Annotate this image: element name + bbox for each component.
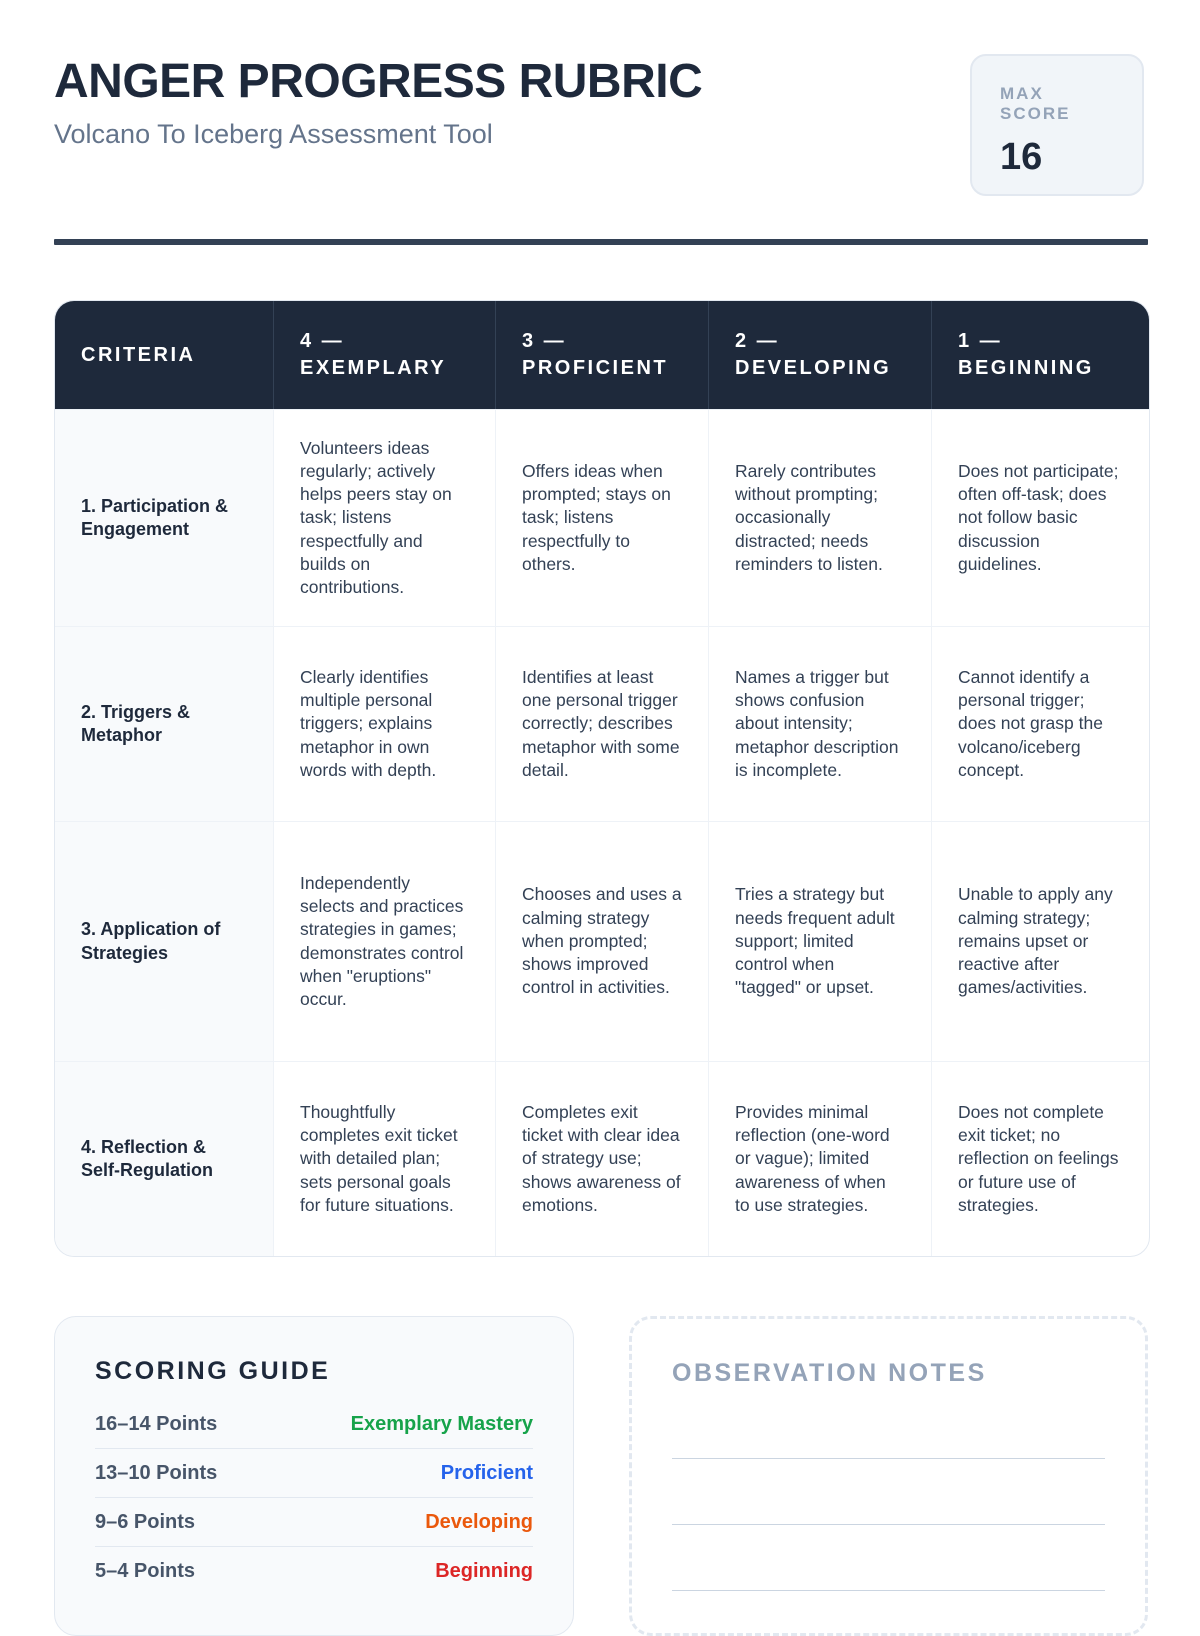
level-2-description: Provides minimal reflection (one-word or vague); limited awareness of when to use strategies. [708, 1062, 931, 1256]
column-header-criteria: CRITERIA [81, 343, 196, 366]
scoring-guide-card [54, 1316, 574, 1636]
level-1-description: Does not participate; often off-task; does not follow basic discussion guidelines. [931, 410, 1149, 626]
column-header-beginning: 1 — BEGINNING [931, 301, 1149, 409]
rubric-table [54, 300, 1150, 1257]
page-title: ANGER PROGRESS RUBRIC [54, 55, 703, 108]
note-line [672, 1524, 1105, 1525]
max-score-value: 16 [1000, 136, 1043, 178]
max-score-label: MAX SCORE [1000, 84, 1071, 123]
score-level: Beginning [435, 1559, 533, 1582]
table-header-row [55, 301, 1149, 409]
table-row [55, 1061, 1149, 1256]
observation-notes-card [629, 1316, 1148, 1636]
score-range: 13–10 Points [95, 1461, 218, 1484]
level-3-description: Offers ideas when prompted; stays on task; listens respectfully to others. [495, 410, 708, 626]
header-divider [54, 239, 1148, 245]
level-4-description: Independently selects and practices strategies in games; demonstrates control when "eruptions" occur. [273, 822, 495, 1061]
level-2-description: Names a trigger but shows confusion about intensity; metaphor description is incomplete. [708, 627, 931, 821]
criteria-label: 4. Reflection & Self-Regulation [55, 1062, 273, 1256]
level-4-description: Volunteers ideas regularly; actively helps peers stay on task; listens respectfully and builds on contributions. [273, 410, 495, 626]
table-row [55, 409, 1149, 626]
scoring-guide-row [95, 1498, 533, 1547]
criteria-label: 1. Participation & Engagement [55, 410, 273, 626]
max-score-card [970, 54, 1144, 196]
note-line [672, 1590, 1105, 1591]
note-line [672, 1458, 1105, 1459]
scoring-guide-title: SCORING GUIDE [95, 1357, 331, 1385]
column-header-developing: 2 — DEVELOPING [708, 301, 931, 409]
level-1-description: Cannot identify a personal trigger; does not grasp the volcano/iceberg concept. [931, 627, 1149, 821]
score-level: Developing [425, 1510, 533, 1533]
table-row [55, 821, 1149, 1061]
level-2-description: Rarely contributes without prompting; occasionally distracted; needs reminders to listen. [708, 410, 931, 626]
level-3-description: Completes exit ticket with clear idea of strategy use; shows awareness of emotions. [495, 1062, 708, 1256]
scoring-guide-row [95, 1449, 533, 1498]
score-level: Proficient [440, 1461, 533, 1484]
level-3-description: Chooses and uses a calming strategy when prompted; shows improved control in activities. [495, 822, 708, 1061]
score-range: 16–14 Points [95, 1412, 218, 1435]
observation-notes-title: OBSERVATION NOTES [672, 1359, 987, 1387]
scoring-guide-row [95, 1547, 533, 1595]
column-header-proficient: 3 — PROFICIENT [495, 301, 708, 409]
criteria-label: 3. Application of Strategies [55, 822, 273, 1061]
level-2-description: Tries a strategy but needs frequent adult support; limited control when "tagged" or upset. [708, 822, 931, 1061]
column-header-exemplary: 4 — EXEMPLARY [273, 301, 495, 409]
score-level: Exemplary Mastery [350, 1412, 533, 1435]
page-subtitle: Volcano To Iceberg Assessment Tool [54, 119, 493, 149]
level-1-description: Does not complete exit ticket; no reflection on feelings or future use of strategies. [931, 1062, 1149, 1256]
level-1-description: Unable to apply any calming strategy; remains upset or reactive after games/activities. [931, 822, 1149, 1061]
scoring-guide-row [95, 1400, 533, 1449]
score-range: 5–4 Points [95, 1559, 196, 1582]
level-3-description: Identifies at least one personal trigger correctly; describes metaphor with some detail. [495, 627, 708, 821]
level-4-description: Clearly identifies multiple personal triggers; explains metaphor in own words with depth. [273, 627, 495, 821]
criteria-label: 2. Triggers & Metaphor [55, 627, 273, 821]
score-range: 9–6 Points [95, 1510, 196, 1533]
table-row [55, 626, 1149, 821]
level-4-description: Thoughtfully completes exit ticket with detailed plan; sets personal goals for future situations. [273, 1062, 495, 1256]
